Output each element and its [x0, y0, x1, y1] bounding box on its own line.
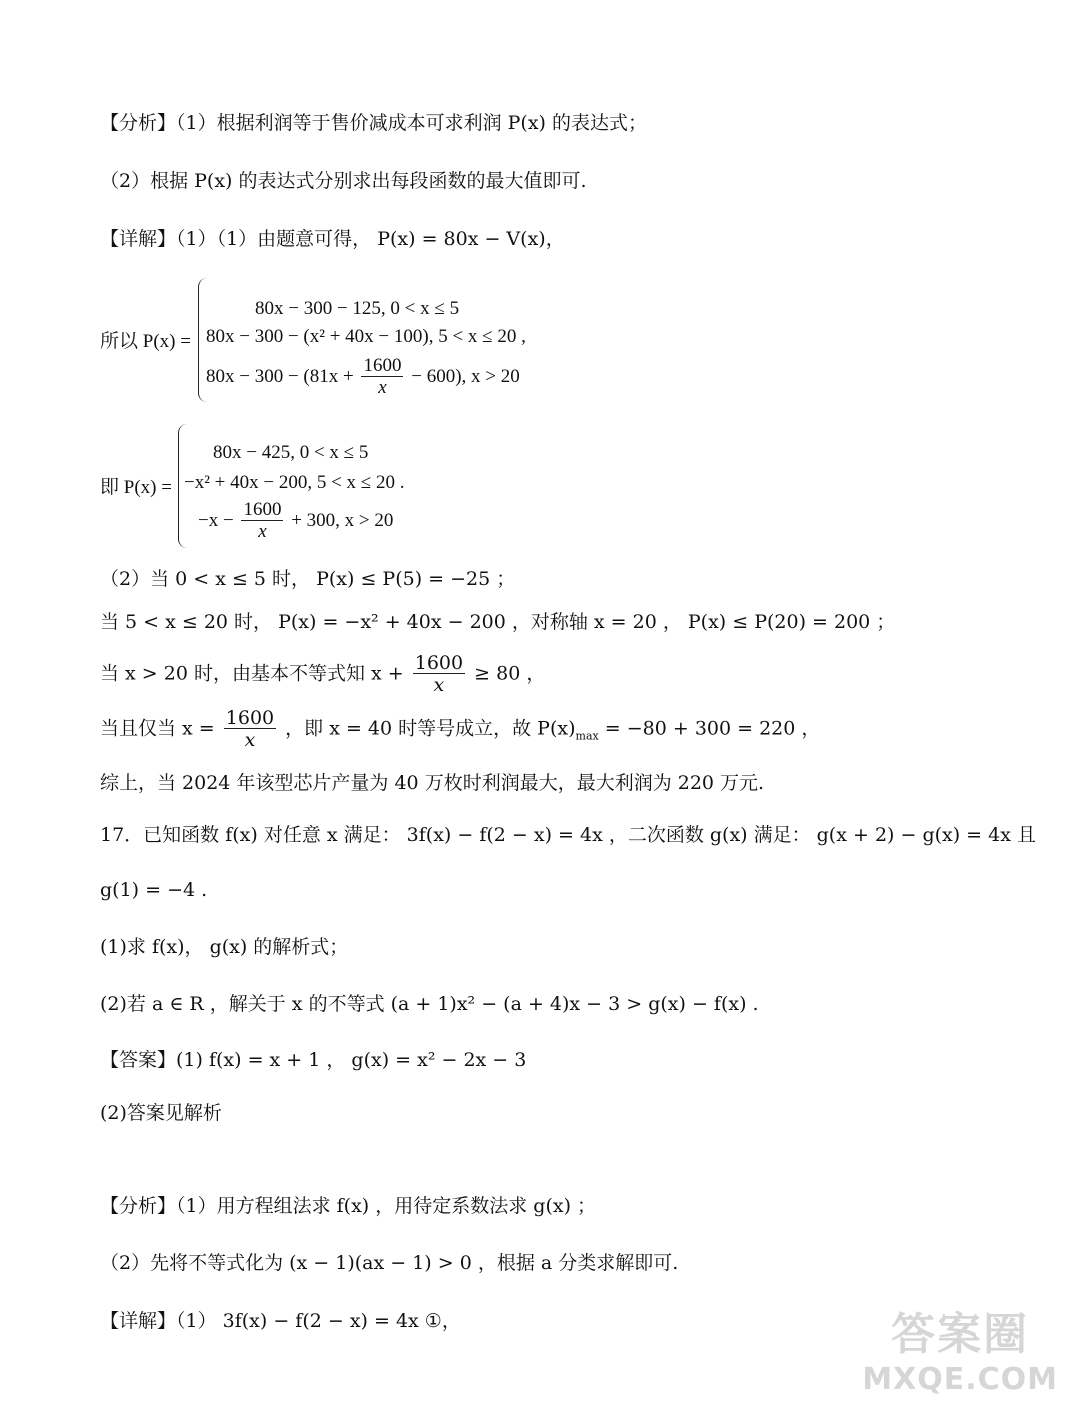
watermark-top: 答案圈 [891, 1309, 1030, 1360]
piecewise-1-row-3 [206, 356, 520, 399]
part-2-line-4 [100, 708, 820, 751]
part-2-line-4-end: = −80 + 300 = 220 ， [604, 717, 821, 740]
fraction-denominator: x [433, 674, 445, 696]
fraction-numerator: 1600 [225, 707, 275, 729]
part-2-line-3-end: ≥ 80 ， [474, 662, 546, 685]
fraction-1600-over-x [224, 708, 276, 751]
analysis-16-line-2: （2）根据 P(x) 的表达式分别求出每段函数的最大值即可. [100, 170, 587, 192]
part-2-line-2: 当 5 < x ≤ 20 时， P(x) = −x² + 40x − 200 ，对称轴 x = 20 ， P(x) ≤ P(20) = 200 ； [100, 611, 896, 633]
watermark-logo [862, 1298, 1058, 1397]
max-subscript: max [575, 729, 599, 743]
part-2-line-4-mid: ，即 x = 40 时等号成立，故 P(x) [285, 717, 576, 740]
part-2-line-4-start: 当且仅当 x = [100, 717, 215, 740]
question-17-line-2: g(1) = −4 . [100, 879, 208, 901]
question-17-line-1: 17．已知函数 f(x) 对任意 x 满足： 3f(x) − f(2 − x) = 4x ，二次函数 g(x) 满足： g(x + 2) − g(x) = 4x 且 [100, 824, 1036, 846]
answer-17-line-1: 【答案】(1) f(x) = x + 1 ， g(x) = x² − 2x − 3 [100, 1049, 527, 1071]
piecewise-1-row-1: 80x − 300 − 125, 0 < x ≤ 5 [255, 298, 460, 319]
watermark-bottom: MXQE.COM [862, 1362, 1058, 1397]
piecewise-1-row-3-end: − 600), x > 20 [411, 365, 520, 387]
piecewise-2-row-1: 80x − 425, 0 < x ≤ 5 [213, 442, 369, 463]
piecewise-2-row-3 [198, 500, 393, 543]
fraction-1600-over-x [361, 356, 403, 399]
fraction-denominator: x [378, 377, 387, 398]
piecewise-2-row-3-start: −x − [198, 509, 234, 531]
piecewise-2-row-3-end: + 300, x > 20 [291, 509, 394, 531]
part-2-line-3 [100, 653, 545, 696]
analysis-16-line-1: 【分析】（1）根据利润等于售价减成本可求利润 P(x) 的表达式； [100, 112, 647, 134]
fraction-1600-over-x [241, 500, 283, 543]
analysis-17-line-1: 【分析】（1）用方程组法求 f(x) ，用待定系数法求 g(x) ； [100, 1195, 597, 1217]
fraction-numerator: 1600 [414, 652, 464, 674]
answer-17-line-2: (2)答案见解析 [100, 1102, 222, 1124]
fraction-denominator: x [258, 521, 267, 542]
piecewise-1-row-2: 80x − 300 − (x² + 40x − 100), 5 < x ≤ 20 , [206, 326, 526, 347]
fraction-denominator: x [244, 729, 256, 751]
piecewise-2-prefix: 即 P(x) = [100, 477, 172, 498]
fraction-numerator: 1600 [243, 499, 282, 520]
fraction-numerator: 1600 [363, 355, 402, 376]
fraction-1600-over-x [413, 653, 465, 696]
question-17-sub-1: (1)求 f(x)， g(x) 的解析式； [100, 936, 349, 958]
part-2-line-3-start: 当 x > 20 时，由基本不等式知 x + [100, 662, 404, 685]
part-2-line-1: （2）当 0 < x ≤ 5 时， P(x) ≤ P(5) = −25 ； [100, 568, 516, 590]
detail-16-line-1: 【详解】（1）（1）由题意可得， P(x) = 80x − V(x)， [100, 228, 565, 250]
piecewise-1-prefix: 所以 P(x) = [100, 331, 191, 352]
piecewise-1-row-3-start: 80x − 300 − (81x + [206, 365, 354, 387]
detail-17-line-1: 【详解】（1） 3f(x) − f(2 − x) = 4x ①， [100, 1310, 461, 1332]
piecewise-2-row-2: −x² + 40x − 200, 5 < x ≤ 20 . [184, 472, 405, 493]
question-17-sub-2: (2)若 a ∈ R ，解关于 x 的不等式 (a + 1)x² − (a + 4)x − 3 > g(x) − f(x) . [100, 993, 759, 1015]
conclusion-16: 综上，当 2024 年该型芯片产量为 40 万枚时利润最大，最大利润为 220 万元. [100, 772, 765, 794]
analysis-17-line-2: （2）先将不等式化为 (x − 1)(ax − 1) > 0 ，根据 a 分类求解即可. [100, 1252, 679, 1274]
